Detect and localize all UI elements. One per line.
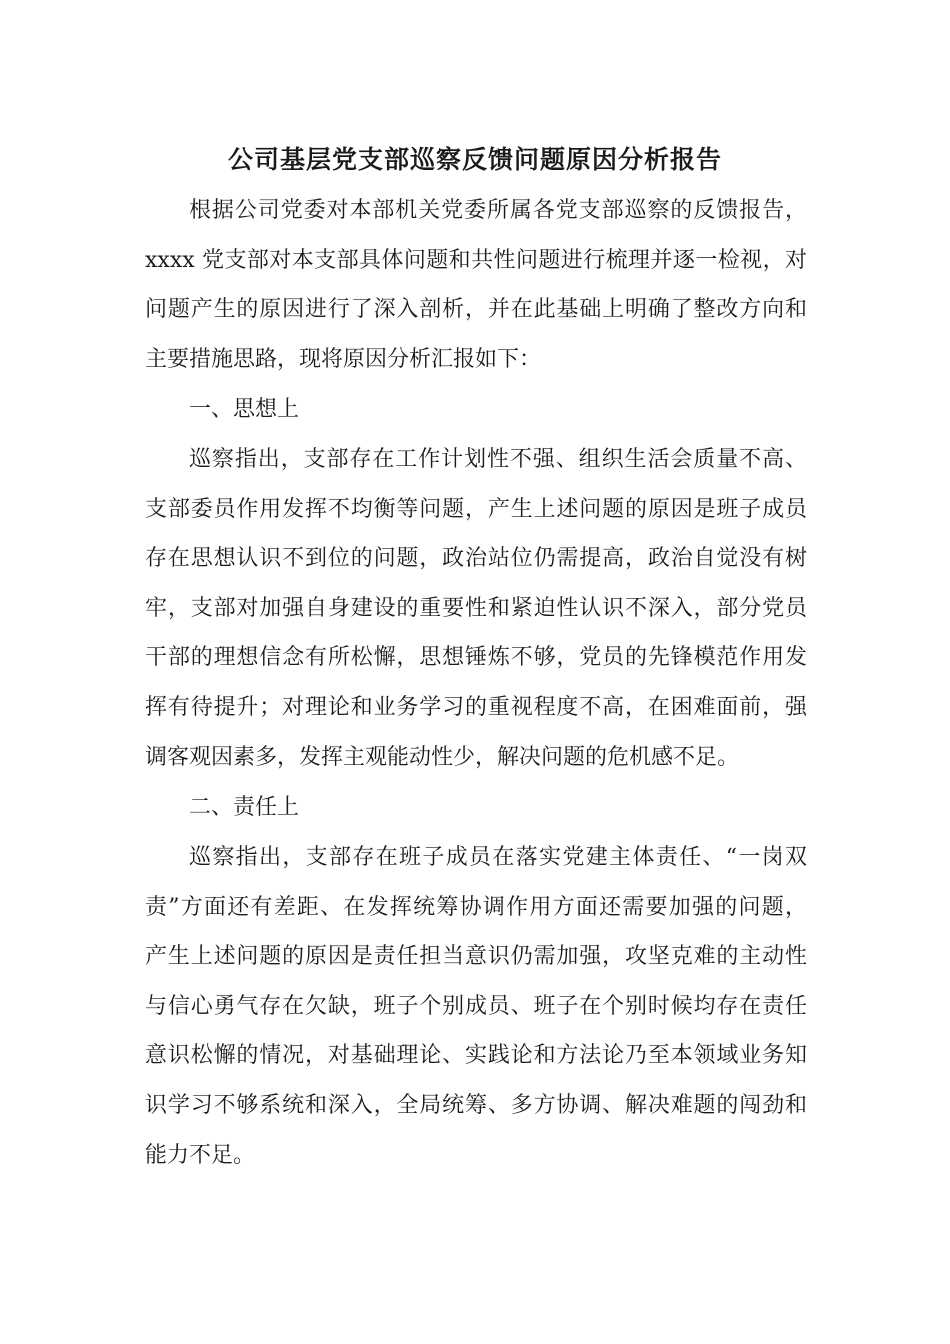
paragraph-line: 调客观因素多，发挥主观能动性少，解决问题的危机感不足。 bbox=[145, 744, 740, 770]
paragraph-line: 根据公司党委对本部机关党委所属各党支部巡察的反馈报告， bbox=[189, 198, 807, 223]
document-title: 公司基层党支部巡察反馈问题原因分析报告 bbox=[227, 145, 722, 174]
section-heading: 二、责任上 bbox=[189, 795, 300, 820]
paragraph-line: 责”方面还有差距、在发挥统筹协调作用方面还需要加强的问题， bbox=[145, 894, 807, 920]
paragraph-line: 牢，支部对加强自身建设的重要性和紧迫性认识不深入，部分党员 bbox=[145, 595, 807, 621]
paragraph-line: 支部委员作用发挥不均衡等问题，产生上述问题的原因是班子成员 bbox=[145, 496, 807, 522]
paragraph-line: xxxx 党支部对本支部具体问题和共性问题进行梳理并逐一检视，对 bbox=[145, 247, 807, 273]
paragraph-line: 能力不足。 bbox=[145, 1142, 256, 1168]
section-heading-2 bbox=[145, 783, 807, 833]
paragraph-line: 巡察指出，支部存在工作计划性不强、组织生活会质量不高、 bbox=[189, 447, 807, 472]
paragraph-line: 存在思想认识不到位的问题，政治站位仍需提高，政治自觉没有树 bbox=[145, 546, 807, 572]
section-1-paragraph bbox=[145, 435, 807, 782]
paragraph-line: 巡察指出，支部存在班子成员在落实党建主体责任、“一岗双 bbox=[189, 845, 807, 870]
section-2-paragraph bbox=[145, 833, 807, 1180]
paragraph-line: 问题产生的原因进行了深入剖析，并在此基础上明确了整改方向和 bbox=[145, 297, 807, 323]
paragraph-line: 与信心勇气存在欠缺，班子个别成员、班子在个别时候均存在责任 bbox=[145, 993, 807, 1019]
paragraph-line: 识学习不够系统和深入，全局统筹、多方协调、解决难题的闯劲和 bbox=[145, 1092, 807, 1118]
paragraph-line: 产生上述问题的原因是责任担当意识仍需加强，攻坚克难的主动性 bbox=[145, 944, 807, 970]
paragraph-line: 主要措施思路，现将原因分析汇报如下： bbox=[145, 346, 542, 372]
section-heading: 一、思想上 bbox=[189, 397, 300, 422]
section-heading-1 bbox=[145, 385, 807, 435]
paragraph-line: 意识松懈的情况，对基础理论、实践论和方法论乃至本领域业务知 bbox=[145, 1043, 807, 1069]
intro-paragraph bbox=[145, 186, 807, 384]
paragraph-line: 干部的理想信念有所松懈，思想锤炼不够，党员的先锋模范作用发 bbox=[145, 645, 807, 671]
paragraph-line: 挥有待提升；对理论和业务学习的重视程度不高，在困难面前，强 bbox=[145, 694, 807, 720]
